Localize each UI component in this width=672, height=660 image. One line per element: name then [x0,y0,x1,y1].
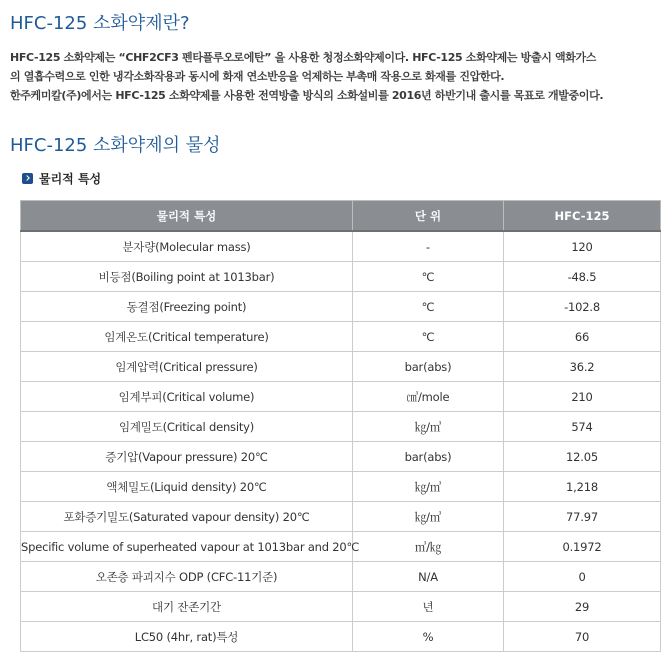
table-row [21,231,661,262]
properties-table [20,200,661,652]
table-row [21,502,661,532]
cell-property: 증기압(Vapour pressure) 20℃ [21,442,353,472]
cell-unit: ℃ [353,262,504,292]
cell-property: 임계부피(Critical volume) [21,382,353,412]
cell-property: LC50 (4hr, rat)특성 [21,622,353,652]
cell-unit: - [353,231,504,262]
cell-property: 임계온도(Critical temperature) [21,322,353,352]
cell-value: 29 [504,592,661,622]
arrow-bullet-icon [22,173,33,184]
table-row [21,322,661,352]
cell-unit: bar(abs) [353,442,504,472]
table-row [21,262,661,292]
cell-value: 70 [504,622,661,652]
cell-value: 0 [504,562,661,592]
table-row [21,442,661,472]
intro-line: 의 열흡수력으로 인한 냉각소화작용과 동시에 화재 연소반응을 억제하는 부촉매 작용으로 화재를 진압한다. [10,70,505,83]
table-row [21,622,661,652]
header-unit: 단 위 [353,201,504,232]
cell-value: 210 [504,382,661,412]
subsection-label: 물리적 특성 [39,172,102,186]
table-row [21,412,661,442]
cell-value: -48.5 [504,262,661,292]
cell-unit: ㎤/mole [353,382,504,412]
table-row [21,562,661,592]
table-row [21,292,661,322]
cell-property: 비등점(Boiling point at 1013bar) [21,262,353,292]
cell-unit: bar(abs) [353,352,504,382]
header-property: 물리적 특성 [21,201,353,232]
cell-property: 동결점(Freezing point) [21,292,353,322]
cell-property: 임계밀도(Critical density) [21,412,353,442]
cell-property: 분자량(Molecular mass) [21,231,353,262]
cell-unit: % [353,622,504,652]
cell-value: 12.05 [504,442,661,472]
cell-value: 66 [504,322,661,352]
cell-property: Specific volume of superheated vapour at 1013bar and 20℃ [21,532,353,562]
intro-line: 한주케미칼(주)에서는 HFC-125 소화약제를 사용한 전역방출 방식의 소화설비를 2016년 하반기내 출시를 목표로 개발중이다. [10,89,604,102]
cell-unit: ℃ [353,292,504,322]
header-value: HFC-125 [504,201,661,232]
table-row [21,532,661,562]
cell-value: 1,218 [504,472,661,502]
section-title: HFC-125 소화약제의 물성 [10,135,221,156]
cell-value: 120 [504,231,661,262]
table-row [21,592,661,622]
cell-value: 36.2 [504,352,661,382]
cell-unit: 년 [353,592,504,622]
cell-property: 대기 잔존기간 [21,592,353,622]
cell-unit: ℃ [353,322,504,352]
cell-value: -102.8 [504,292,661,322]
intro-text [10,48,670,105]
table-row [21,352,661,382]
page-title: HFC-125 소화약제란? [10,13,190,34]
cell-unit: ㎥/㎏ [353,532,504,562]
cell-value: 77.97 [504,502,661,532]
cell-property: 오존층 파괴지수 ODP (CFC-11기준) [21,562,353,592]
cell-unit: ㎏/㎥ [353,472,504,502]
cell-value: 574 [504,412,661,442]
table-row [21,472,661,502]
table-row [21,382,661,412]
intro-line: HFC-125 소화약제는 “CHF2CF3 펜타플루오로에탄” 을 사용한 청정소화약제이다. HFC-125 소화약제는 방출시 액화가스 [10,51,597,64]
table-header-row [21,201,661,232]
cell-unit: ㎏/㎥ [353,502,504,532]
cell-unit: ㎏/㎥ [353,412,504,442]
cell-value: 0.1972 [504,532,661,562]
subsection-heading [22,170,101,187]
cell-unit: N/A [353,562,504,592]
cell-property: 임계압력(Critical pressure) [21,352,353,382]
cell-property: 포화증기밀도(Saturated vapour density) 20℃ [21,502,353,532]
cell-property: 액체밀도(Liquid density) 20℃ [21,472,353,502]
